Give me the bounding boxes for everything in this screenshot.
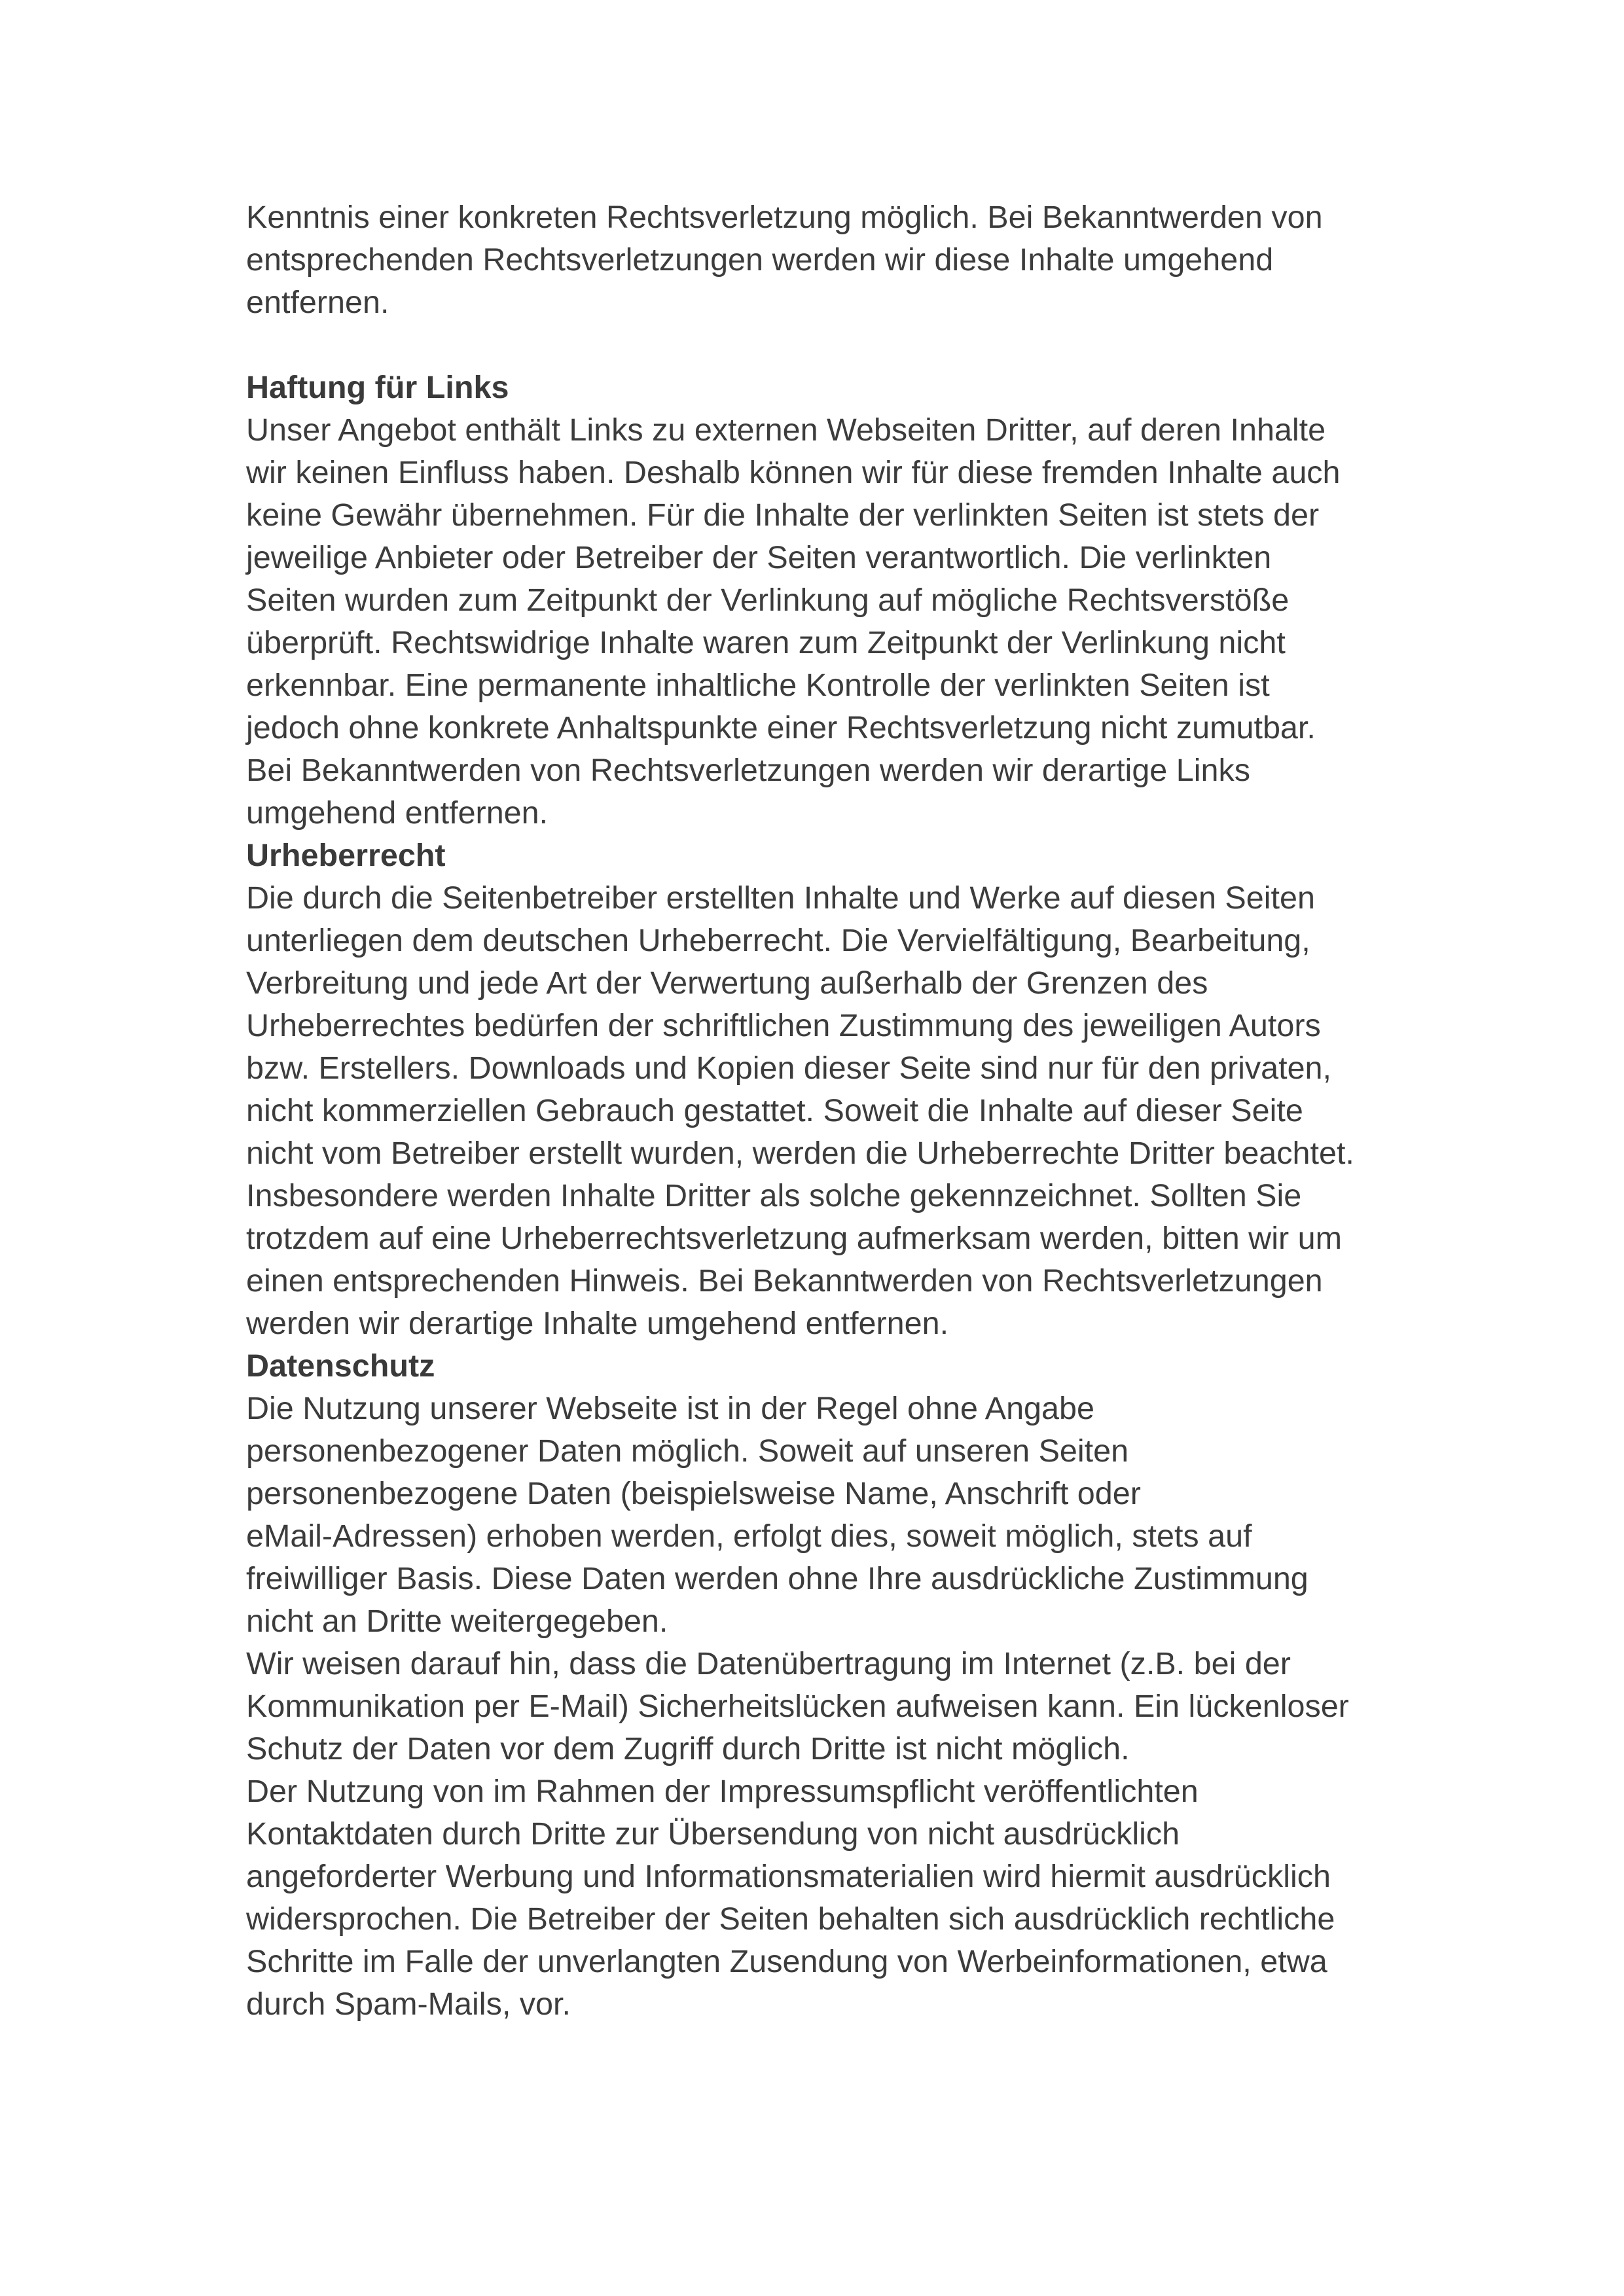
text-line: angeforderter Werbung und Informationsmaterialien wird hiermit ausdrücklich — [246, 1859, 1331, 1894]
text-line: durch Spam-Mails, vor. — [246, 1986, 571, 2022]
text-line: personenbezogener Daten möglich. Soweit auf unseren Seiten — [246, 1433, 1129, 1469]
text-line: einen entsprechenden Hinweis. Bei Bekanntwerden von Rechtsverletzungen — [246, 1263, 1323, 1299]
section-heading-links: Haftung für Links — [246, 370, 509, 405]
text-line: Der Nutzung von im Rahmen der Impressumspflicht veröffentlichten — [246, 1774, 1199, 1809]
text-line: Urheberrechtes bedürfen der schriftlichen Zustimmung des jeweiligen Autors — [246, 1008, 1321, 1043]
text-line: werden wir derartige Inhalte umgehend entfernen. — [246, 1306, 949, 1341]
text-line: Seiten wurden zum Zeitpunkt der Verlinkung auf mögliche Rechtsverstöße — [246, 583, 1290, 618]
text-line: Unser Angebot enthält Links zu externen Webseiten Dritter, auf deren Inhalte — [246, 412, 1326, 448]
paragraph-spacer — [246, 324, 1411, 367]
text-line: trotzdem auf eine Urheberrechtsverletzung aufmerksam werden, bitten wir um — [246, 1221, 1342, 1256]
text-line: umgehend entfernen. — [246, 795, 549, 831]
text-line: erkennbar. Eine permanente inhaltliche Kontrolle der verlinkten Seiten ist — [246, 668, 1270, 703]
text-line: unterliegen dem deutschen Urheberrecht. Die Vervielfältigung, Bearbeitung, — [246, 923, 1310, 958]
text-line: überprüft. Rechtswidrige Inhalte waren zum Zeitpunkt der Verlinkung nicht — [246, 625, 1286, 660]
text-line: Schritte im Falle der unverlangten Zusendung von Werbeinformationen, etwa — [246, 1944, 1327, 1979]
text-line: Insbesondere werden Inhalte Dritter als solche gekennzeichnet. Sollten Sie — [246, 1178, 1302, 1213]
text-line: jeweilige Anbieter oder Betreiber der Seiten verantwortlich. Die verlinkten — [246, 540, 1272, 575]
intro-paragraph — [246, 196, 1411, 324]
text-line: Verbreitung und jede Art der Verwertung außerhalb der Grenzen des — [246, 965, 1208, 1001]
text-line: Die durch die Seitenbetreiber erstellten Inhalte und Werke auf diesen Seiten — [246, 880, 1315, 916]
text-line: entfernen. — [246, 285, 389, 320]
section-heading-privacy: Datenschutz — [246, 1348, 435, 1384]
text-line: eMail-Adressen) erhoben werden, erfolgt dies, soweit möglich, stets auf — [246, 1518, 1252, 1554]
text-line: entsprechenden Rechtsverletzungen werden wir diese Inhalte umgehend — [246, 242, 1274, 278]
text-line: Schutz der Daten vor dem Zugriff durch Dritte ist nicht möglich. — [246, 1731, 1130, 1767]
text-line: keine Gewähr übernehmen. Für die Inhalte der verlinkten Seiten ist stets der — [246, 497, 1320, 533]
text-line: jedoch ohne konkrete Anhaltspunkte einer Rechtsverletzung nicht zumutbar. — [246, 710, 1316, 745]
text-line: Kontaktdaten durch Dritte zur Übersendung von nicht ausdrücklich — [246, 1816, 1180, 1852]
text-line: Kenntnis einer konkreten Rechtsverletzung möglich. Bei Bekanntwerden von — [246, 200, 1323, 235]
text-line: Die Nutzung unserer Webseite ist in der Regel ohne Angabe — [246, 1391, 1094, 1426]
text-line: Bei Bekanntwerden von Rechtsverletzungen werden wir derartige Links — [246, 753, 1250, 788]
text-line: freiwilliger Basis. Diese Daten werden ohne Ihre ausdrückliche Zustimmung — [246, 1561, 1308, 1596]
privacy-section — [246, 1345, 1411, 2026]
copyright-section — [246, 834, 1411, 1345]
text-line: nicht an Dritte weitergegeben. — [246, 1604, 668, 1639]
text-line: Kommunikation per E-Mail) Sicherheitslücken aufweisen kann. Ein lückenloser — [246, 1689, 1349, 1724]
document-body — [246, 196, 1411, 2026]
text-line: personenbezogene Daten (beispielsweise Name, Anschrift oder — [246, 1476, 1141, 1511]
text-line: bzw. Erstellers. Downloads und Kopien dieser Seite sind nur für den privaten, — [246, 1050, 1331, 1086]
links-liability-section — [246, 367, 1411, 834]
text-line: widersprochen. Die Betreiber der Seiten behalten sich ausdrücklich rechtliche — [246, 1901, 1335, 1937]
text-line: nicht vom Betreiber erstellt wurden, werden die Urheberrechte Dritter beachtet. — [246, 1136, 1354, 1171]
text-line: Wir weisen darauf hin, dass die Datenübertragung im Internet (z.B. bei der — [246, 1646, 1291, 1681]
section-heading-copyright: Urheberrecht — [246, 838, 446, 873]
text-line: wir keinen Einfluss haben. Deshalb können wir für diese fremden Inhalte auch — [246, 455, 1341, 490]
text-line: nicht kommerziellen Gebrauch gestattet. Soweit die Inhalte auf dieser Seite — [246, 1093, 1303, 1128]
